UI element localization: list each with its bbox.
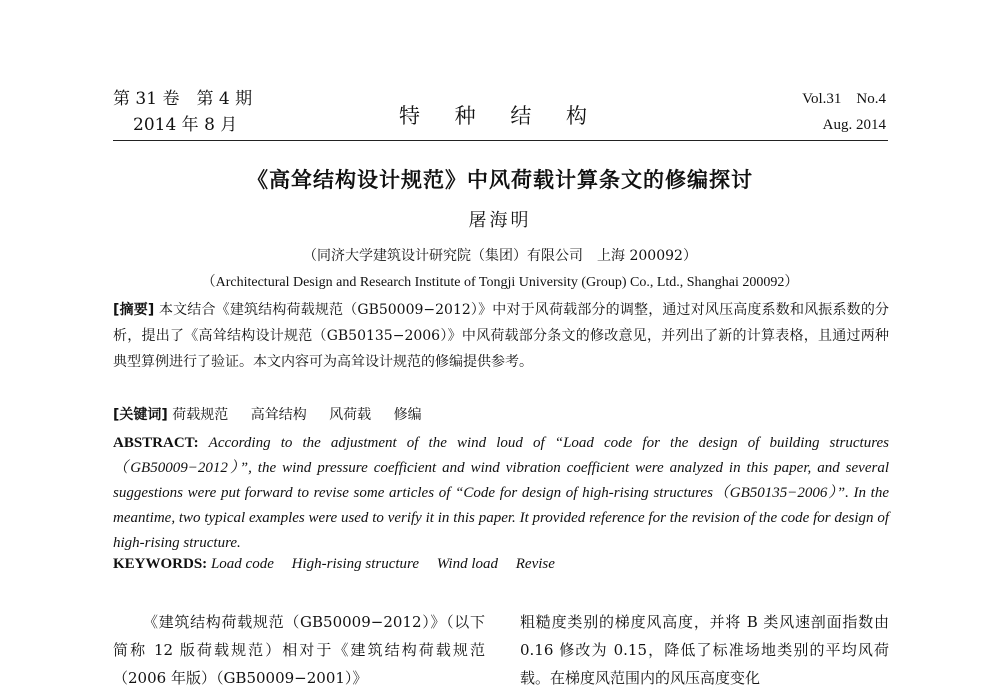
body-paragraph: 《建筑结构荷载规范（GB50009−2012）》（以下简称 12 版荷载规范）相对于《建筑结构荷载规范（2006 年版）（GB50009−2001）》 [113, 613, 485, 687]
abstract-cn-text: 本文结合《建筑结构荷载规范（GB50009−2012）》中对于风荷载部分的调整，通过对风压高度系数和风振系数的分析，提出了《高耸结构设计规范（GB50135−2006）》中风荷载部分条文的修改意见，并列出了新的计算表格，且通过两种典型算例进行了验证。本文内容可为高耸设计规范的修编提供参考。 [113, 302, 889, 370]
publication-date-en: Aug. 2014 [822, 117, 886, 133]
abstract-en [113, 431, 889, 556]
abstract-en-text: According to the adjustment of the wind loud of “Load code for the design of building structures（GB50009−2012）”, the wind pressure coefficient and wind vibration coefficient were analyzed in this paper, and several suggestions were put forward to revise some articles of “Code for design of high-rising structures（GB50135−2006）”. In the meantime, two typical examples were used to verify it in this paper. It provided reference for the revision of the code for design of high-rising structure. [113, 435, 889, 551]
body-column-left [113, 608, 485, 692]
keyword-en: Revise [515, 556, 555, 572]
keywords-en [113, 556, 569, 573]
body-paragraph: 粗糙度类别的梯度风高度，并将 B 类风速剖面指数由 0.16 修改为 0.15，降低了标准场地类别的平均风荷载。在梯度风范围内的风压高度变化 [520, 613, 889, 687]
keyword-cn: 修编 [393, 407, 422, 423]
journal-volume-block-en [802, 86, 886, 138]
keyword-en: Wind load [436, 556, 498, 572]
abstract-cn [113, 297, 889, 375]
keyword-en: High-rising structure [291, 556, 419, 572]
keyword-cn: 高耸结构 [250, 407, 307, 423]
abstract-cn-label: [摘要] [113, 302, 155, 318]
keyword-cn: 荷载规范 [172, 407, 229, 423]
volume-issue-en: Vol.31 No.4 [802, 91, 886, 107]
keywords-cn [113, 404, 440, 424]
affiliation-cn: （同济大学建筑设计研究院（集团）有限公司 上海 200092） [303, 248, 697, 264]
publication-date-cn: 2014 年 8 月 [133, 115, 238, 135]
affiliation-en: （Architectural Design and Research Institute of Tongji University (Group) Co., Ltd., Shanghai 200092） [201, 275, 799, 290]
abstract-en-label: ABSTRACT: [113, 435, 199, 451]
article-title: 《高耸结构设计规范》中风荷载计算条文的修编探讨 [247, 168, 753, 192]
keyword-cn: 风荷载 [329, 407, 372, 423]
header-rule [113, 140, 888, 141]
keywords-cn-label: [关键词] [113, 407, 168, 423]
keyword-en: Load code [210, 556, 274, 572]
body-column-right [520, 608, 889, 692]
journal-name: 特 种 结 构 [398, 104, 602, 128]
keywords-en-label: KEYWORDS: [113, 556, 208, 572]
author-name: 屠海明 [468, 210, 532, 231]
volume-issue-cn: 第 31 卷 第 4 期 [113, 89, 253, 109]
